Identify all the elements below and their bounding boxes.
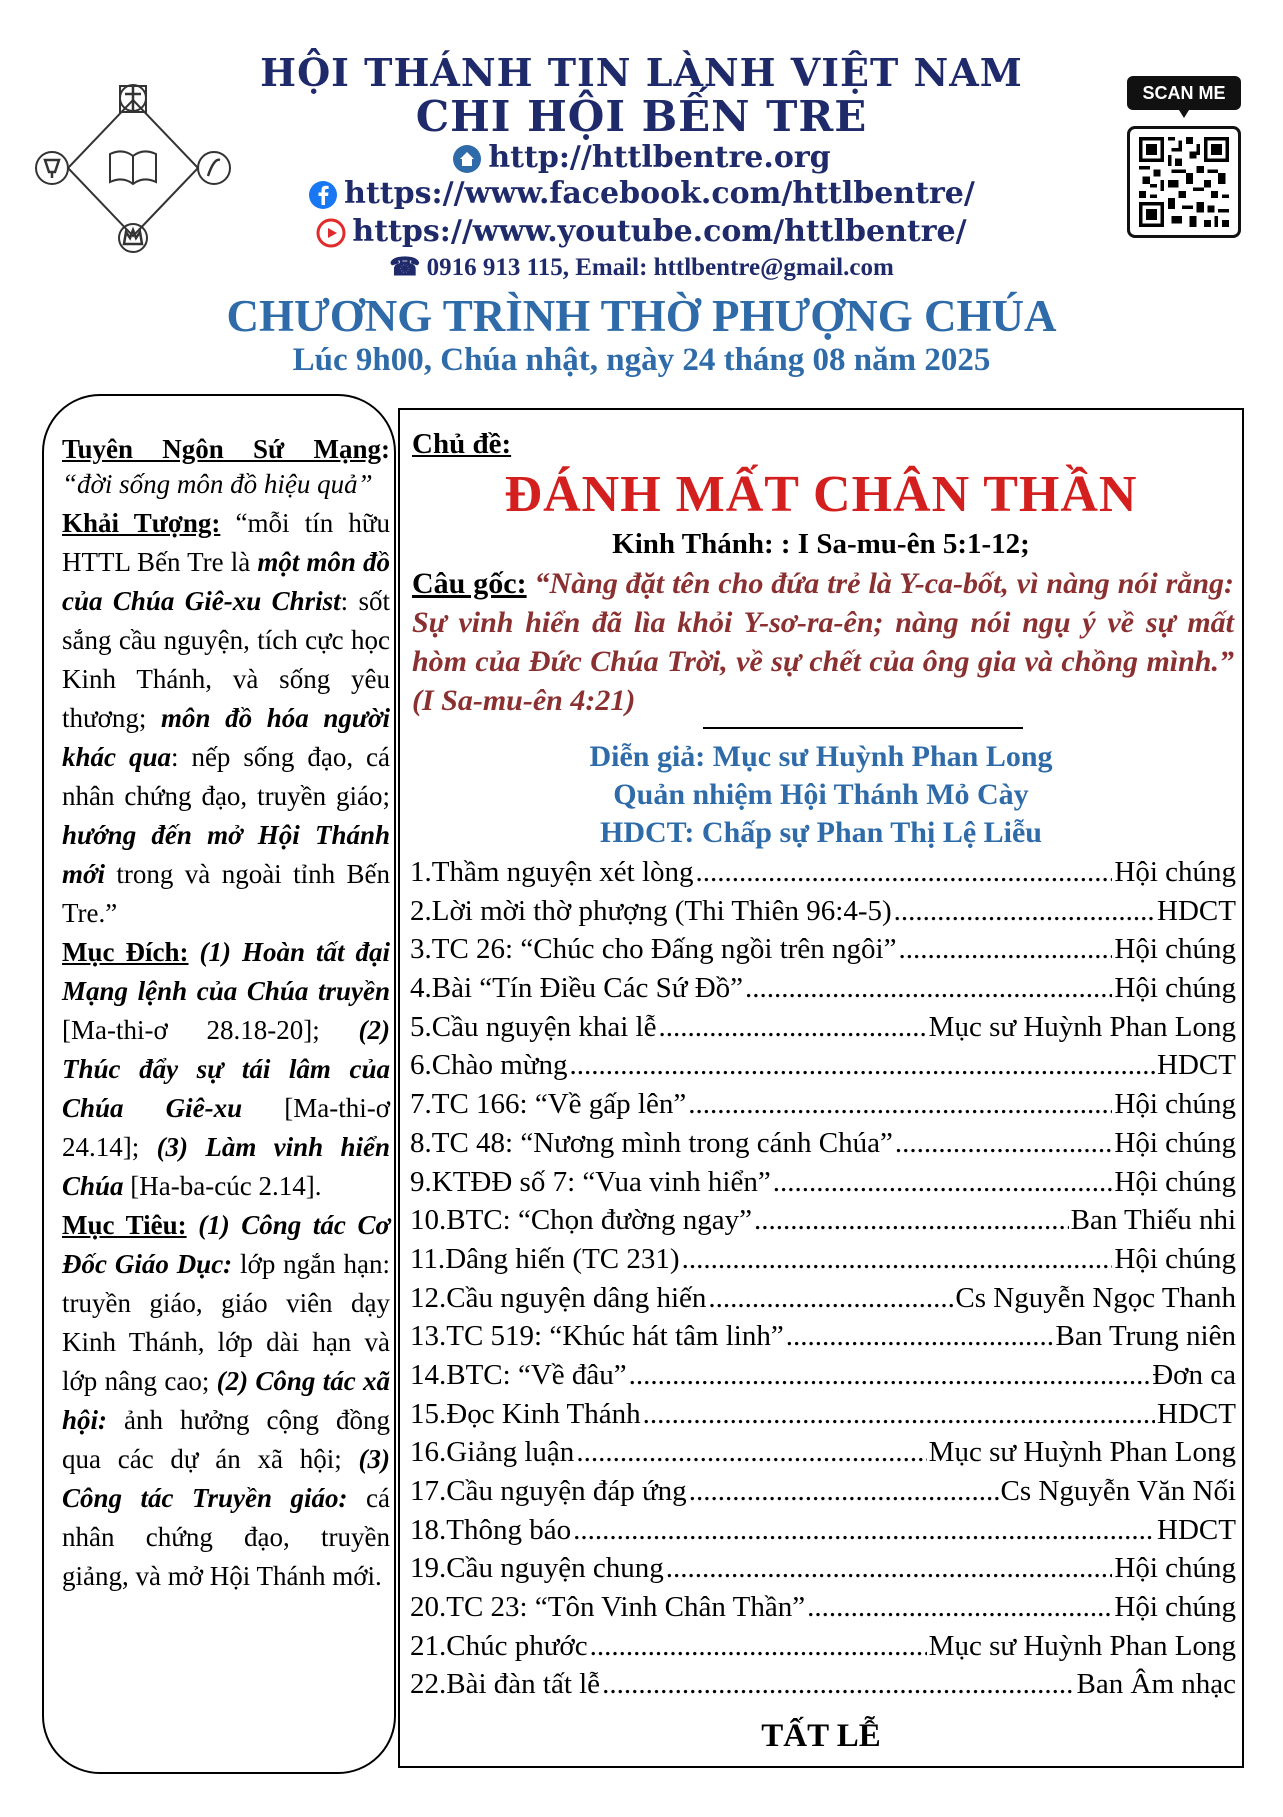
program-item-leader [786, 1320, 1054, 1353]
program-title: CHƯƠNG TRÌNH THỜ PHƯỢNG CHÚA [226, 291, 1057, 341]
service-datetime: Lúc 9h00, Chúa nhật, ngày 24 tháng 08 năm 2025 [292, 342, 991, 378]
program-item-leader [570, 1049, 1156, 1082]
program-item-performer: Cs Nguyễn Văn Nối [1000, 1475, 1236, 1507]
program-item-number: 11. [410, 1242, 446, 1275]
program-item-performer: Hội chúng [1114, 1126, 1236, 1159]
program-item-number: 7. [410, 1088, 432, 1121]
program-item [410, 1514, 1236, 1553]
program-item-number: 20. [410, 1591, 447, 1624]
program-item-title: Thầm nguyện xét lòng [431, 856, 694, 888]
program-item [410, 1359, 1236, 1398]
program-item-leader [666, 1552, 1113, 1585]
program-item-leader [689, 1475, 999, 1508]
vision-title: Khải Tượng: [62, 508, 221, 538]
youtube-link[interactable]: https://www.youtube.com/httlbentre/ [352, 214, 967, 249]
program-item-leader [807, 1591, 1112, 1624]
program-item-title: BTC: “Chọn đường ngay” [446, 1204, 752, 1237]
program-item-number: 4. [410, 972, 432, 1005]
program-item-number: 5. [410, 1010, 432, 1043]
program-item-number: 17. [410, 1475, 447, 1507]
speaker-role: Quản nhiệm Hội Thánh Mỏ Cày [613, 778, 1029, 811]
scan-me-label: SCAN ME [1142, 83, 1226, 103]
program-item [410, 895, 1236, 934]
program-item-leader [894, 895, 1155, 928]
scan-me-badge [1127, 76, 1241, 120]
program-item-leader [708, 1282, 953, 1315]
program-item-number: 18. [410, 1513, 447, 1546]
website-line [0, 140, 1283, 175]
program-item [410, 1166, 1236, 1205]
program-item-performer: HDCT [1157, 894, 1236, 927]
program-item [410, 1049, 1236, 1088]
qr-pattern [1138, 137, 1230, 227]
vision-text-5: : nếp sống đạo, cá nhân chứng đạo, truyền giáo; [62, 742, 390, 811]
program-item-performer: Ban Trung niên [1055, 1320, 1236, 1353]
program-item-performer: Hội chúng [1114, 1242, 1236, 1275]
program-item-number: 2. [410, 894, 432, 927]
purpose-text-1: (1) Hoàn tất đại Mạng lệnh của Chúa truyền [62, 937, 390, 1006]
program-item [410, 1591, 1236, 1630]
goal-text-6: cá nhân chứng đạo, truyền giảng, và mở Hội Thánh mới. [62, 1483, 390, 1591]
program-item-title: BTC: “Về đâu” [446, 1358, 627, 1391]
program-item [410, 1320, 1236, 1359]
program-item [410, 1011, 1236, 1050]
program-item-leader [895, 1127, 1112, 1160]
program-item-leader [590, 1630, 927, 1663]
program-item-number: 1. [410, 856, 432, 888]
org-name: HỘI THÁNH TIN LÀNH VIỆT NAM [260, 50, 1023, 95]
program-item-number: 22. [410, 1668, 447, 1701]
program-item [410, 1282, 1236, 1321]
program-item-title: Giảng luận [446, 1436, 575, 1469]
website-link[interactable]: http://httlbentre.org [488, 140, 831, 175]
program-item-leader [754, 1204, 1069, 1237]
program-item-title: Bài “Tín Điều Các Sứ Đồ” [431, 972, 744, 1005]
program-item-title: Đọc Kinh Thánh [446, 1397, 641, 1430]
program-item-number: 15. [410, 1397, 447, 1430]
program-item-performer: Hội chúng [1114, 1591, 1236, 1624]
program-item-leader [745, 972, 1112, 1005]
vision-text-1: “mỗi tín hữu HTTL Bến Tre là [62, 508, 391, 577]
divider [703, 727, 1023, 729]
purpose-text-6: [Ha-ba-cúc 2.14]. [123, 1171, 322, 1201]
facebook-link[interactable]: https://www.facebook.com/httlbentre/ [344, 176, 975, 211]
home-icon [452, 144, 482, 174]
program-item-performer: Mục sư Huỳnh Phan Long [928, 1010, 1236, 1043]
program-item-leader [773, 1166, 1113, 1199]
program-item-number: 3. [410, 933, 432, 966]
program-item-performer: Ban Thiếu nhi [1070, 1204, 1236, 1237]
program-item [410, 1552, 1236, 1591]
purpose-text-2: [Ma-thi-ơ 28.18-20]; [62, 1015, 359, 1045]
program-item [410, 972, 1236, 1011]
program-item-performer: HDCT [1157, 1513, 1236, 1546]
vision-text-2: một môn đồ của Chúa Giê-xu Christ [62, 547, 390, 616]
program-item-title: Thông báo [446, 1513, 572, 1546]
qr-code-icon[interactable] [1127, 126, 1241, 238]
program-item [410, 1668, 1236, 1707]
vision-text-3: : sốt sắng cầu nguyện, tích cực học Kinh Thánh, và sống yêu thương; [62, 586, 391, 733]
program-item-performer: Mục sư Huỳnh Phan Long [928, 1436, 1236, 1469]
program-item-number: 14. [410, 1358, 447, 1391]
program-item-number: 6. [410, 1049, 432, 1082]
program-item-performer: Hội chúng [1114, 972, 1236, 1005]
program-item-leader [688, 1088, 1112, 1121]
facebook-line [0, 176, 1283, 211]
program-item-performer: Cs Nguyễn Ngọc Thanh [955, 1281, 1236, 1314]
purpose-title: Mục Đích: [62, 937, 189, 967]
program-item-performer: Hội chúng [1114, 933, 1236, 966]
goal-text-4: ảnh hưởng cộng đồng qua các dự án xã hội; [62, 1405, 390, 1474]
speaker: Diễn giả: Mục sư Huỳnh Phan Long [589, 740, 1053, 773]
program-item-title: KTĐĐ số 7: “Vua vinh hiển” [431, 1165, 771, 1198]
program-item-performer: Đơn ca [1152, 1358, 1236, 1391]
program-item-leader [696, 856, 1113, 889]
program-item [410, 1398, 1236, 1437]
program-item-number: 12. [410, 1281, 447, 1314]
program-item-title: TC 26: “Chúc cho Đấng ngồi trên ngôi” [431, 933, 897, 966]
program-item-performer: Hội chúng [1114, 1165, 1236, 1198]
program-item-title: Chào mừng [431, 1049, 568, 1082]
phone-icon: ☎ [389, 254, 427, 281]
program-item-number: 8. [410, 1126, 432, 1159]
purpose-text-4: [Ma-thi-ơ 24.14]; [62, 1093, 390, 1162]
program-item-title: Cầu nguyện dâng hiến [446, 1281, 707, 1314]
program-item-performer: Hội chúng [1114, 856, 1236, 888]
contact-text: 0916 913 115, Email: httlbentre@gmail.com [426, 254, 894, 281]
branch-name: CHI HỘI BẾN TRE [415, 92, 868, 141]
program-item-title: Cầu nguyện chung [446, 1552, 664, 1585]
goal-text-2: lớp ngắn hạn: truyền giáo, giáo viên dạy Kinh Thánh, lớp dài hạn và lớp nâng cao; [62, 1249, 390, 1396]
program-item-leader [573, 1514, 1155, 1547]
program-item-leader [629, 1359, 1151, 1392]
program-item-performer: HDCT [1157, 1049, 1236, 1082]
program-item [410, 1630, 1236, 1669]
service-host: HDCT: Chấp sự Phan Thị Lệ Liễu [599, 816, 1042, 849]
program-item-leader [602, 1668, 1074, 1701]
program-item-title: Cầu nguyện khai lễ [431, 1010, 657, 1043]
sermon-title: ĐÁNH MẤT CHÂN THẦN [504, 466, 1138, 523]
program-item-title: TC 519: “Khúc hát tâm linh” [446, 1320, 784, 1353]
contact-line [0, 252, 1283, 282]
program-item-number: 13. [410, 1320, 447, 1353]
program-item-leader [643, 1398, 1155, 1431]
facebook-icon [308, 180, 338, 210]
goal-text-1: (1) Công tác Cơ Đốc Giáo Dục: [62, 1210, 390, 1279]
vision-text-6: hướng đến mở Hội Thánh mới [62, 820, 390, 889]
purpose-text-3: (2) Thúc đẩy sự tái lâm của Chúa Giê-xu [62, 1015, 390, 1123]
program-item-title: Dâng hiến (TC 231) [445, 1242, 680, 1275]
program-item-leader [576, 1436, 926, 1469]
closing-label: TẤT LỄ [761, 1718, 881, 1754]
mission-statement: “đời sống môn đồ hiệu quả” [62, 469, 373, 499]
goal-text-5: (3) Công tác Truyền giáo: [62, 1444, 390, 1513]
order-of-service [410, 856, 1236, 1707]
goal-title: Mục Tiêu: [62, 1210, 187, 1240]
goal-text-3: (2) Công tác xã hội: [62, 1366, 391, 1435]
program-item [410, 856, 1236, 895]
program-item-title: TC 23: “Tôn Vinh Chân Thần” [446, 1591, 806, 1624]
program-item-leader [898, 933, 1112, 966]
program-item-number: 16. [410, 1436, 447, 1469]
key-verse-text: “Nàng đặt tên cho đứa trẻ là Y-ca-bốt, vì nàng nói rằng: Sự vinh hiển đã lìa khỏi Y-sơ-ra-ên; nàng nói ngụ ý về sự mất hòm của Đức Chúa Trời, về sự chết của ông gia và chồng mình.” (I Sa-mu-ên 4:21) [412, 567, 1235, 717]
program-item-title: TC 48: “Nương mình trong cánh Chúa” [431, 1126, 893, 1159]
key-verse [412, 564, 1234, 720]
scripture-reference: Kinh Thánh: : I Sa-mu-ên 5:1-12; [612, 528, 1030, 560]
program-item-title: Cầu nguyện đáp ứng [446, 1475, 687, 1507]
program-item-performer: Hội chúng [1114, 1088, 1236, 1121]
program-item [410, 1436, 1236, 1475]
mission-text-block: Tuyên Ngôn Sứ Mạng: “đời sống môn đồ hiệu quả” Khải Tượng: “mỗi tín hữu HTTL Bến Tre là một môn đồ của Chúa Giê-xu Christ: sốt sắng cầu nguyện, tích cực học Kinh Thánh, và sống yêu thương; môn đồ hóa người khác qua: nếp sống đạo, cá nhân chứng đạo, truyền giáo; hướng đến mở Hội Thánh mới trong và ngoài tỉnh Bến Tre.” Mục Đích: (1) Hoàn tất đại Mạng lệnh của Chúa truyền [Ma-thi-ơ 28.18-20]; (2) Thúc đẩy sự tái lâm của Chúa Giê-xu [Ma-thi-ơ 24.14]; (3) Làm vinh hiển Chúa [Ha-ba-cúc 2.14]. Mục Tiêu: (1) Công tác Cơ Đốc Giáo Dục: lớp ngắn hạn: truyền giáo, giáo viên dạy Kinh Thánh, lớp dài hạn và lớp nâng cao; (2) Công tác xã hội: ảnh hưởng cộng đồng qua các dự án xã hội; (3) Công tác Truyền giáo: cá nhân chứng đạo, truyền giảng, và mở Hội Thánh mới. [62, 434, 391, 1591]
program-item-performer: Mục sư Huỳnh Phan Long [928, 1629, 1236, 1662]
program-item-title: Chúc phước [446, 1629, 588, 1662]
program-item-title: Lời mời thờ phượng (Thi Thiên 96:4-5) [431, 894, 892, 927]
program-item-leader [682, 1243, 1113, 1276]
program-item [410, 1088, 1236, 1127]
program-item-number: 19. [410, 1552, 447, 1585]
program-item-title: TC 166: “Về gấp lên” [431, 1088, 687, 1121]
program-item-performer: Hội chúng [1114, 1552, 1236, 1585]
program-item-number: 10. [410, 1204, 447, 1237]
program-item-title: Bài đàn tất lễ [446, 1668, 601, 1701]
youtube-line [0, 214, 1283, 249]
program-item [410, 933, 1236, 972]
program-item [410, 1204, 1236, 1243]
youtube-icon [316, 218, 346, 248]
vision-text-7: trong và ngoài tỉnh Bến Tre.” [62, 859, 390, 928]
program-item-performer: HDCT [1157, 1397, 1236, 1430]
vision-text-4: môn đồ hóa người khác qua [62, 703, 391, 772]
program-item-leader [658, 1011, 926, 1044]
program-item [410, 1475, 1236, 1514]
program-item [410, 1243, 1236, 1282]
program-item-performer: Ban Âm nhạc [1076, 1668, 1236, 1701]
mission-title: Tuyên Ngôn Sứ Mạng [62, 434, 381, 464]
purpose-text-5: (3) Làm vinh hiển Chúa [62, 1132, 390, 1201]
key-verse-label: Câu gốc: [412, 567, 527, 600]
program-item-number: 21. [410, 1629, 447, 1662]
program-item [410, 1127, 1236, 1166]
program-item-number: 9. [410, 1165, 432, 1198]
theme-label: Chủ đề: [412, 428, 512, 460]
